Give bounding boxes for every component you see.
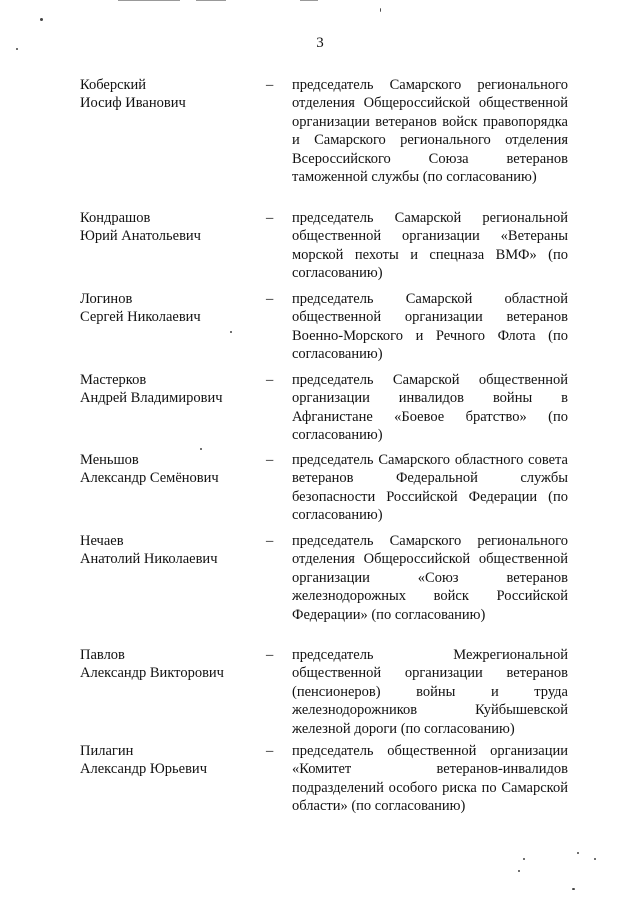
separator-dash: – [266,291,274,307]
member-surname: Мастерков [80,372,147,388]
member-name [80,646,260,683]
member-surname: Павлов [80,647,125,663]
member-given-names: Андрей Владимирович [80,390,223,407]
member-name [80,76,260,113]
member-given-names: Иосиф Иванович [80,95,186,112]
separator-dash: – [266,210,274,226]
member-given-names: Юрий Анатольевич [80,228,201,245]
member-position: председатель Самарской областной общественной организации ветеранов Военно-Морского и Речного Флота (по согласованию) [292,291,568,363]
separator-dash: – [266,533,274,549]
member-name [80,371,260,408]
member-given-names: Сергей Николаевич [80,309,201,326]
member-given-names: Александр Семёнович [80,470,219,487]
member-name [80,451,260,488]
separator-dash: – [266,647,274,663]
member-given-names: Анатолий Николаевич [80,551,218,568]
member-surname: Пилагин [80,743,134,759]
separator-dash: – [266,77,274,93]
member-surname: Нечаев [80,533,124,549]
separator-dash: – [266,743,274,759]
member-position: председатель Самарской региональной общественной организации «Ветераны морской пехоты и спецназа ВМФ» (по согласованию) [292,210,568,282]
member-given-names: Александр Юрьевич [80,761,207,778]
member-surname: Логинов [80,291,133,307]
member-surname: Меньшов [80,452,139,468]
member-surname: Кондрашов [80,210,151,226]
member-position: председатель Межрегиональной общественной организации ветеранов (пенсионеров) войны и труда железнодорожников Куйбышевской железной дороги (по согласованию) [292,647,568,737]
separator-dash: – [266,452,274,468]
separator-dash: – [266,372,274,388]
member-position: председатель Самарской общественной организации инвалидов войны в Афганистане «Боевое братство» (по согласованию) [292,372,568,444]
member-name [80,209,260,246]
member-position: председатель Самарского областного совета ветеранов Федеральной службы безопасности Российской Федерации (по согласованию) [292,452,568,524]
member-name [80,290,260,327]
member-position: председатель Самарского регионального отделения Общероссийской общественной организации «Союз ветеранов железнодорожных войск Российской Федерации» (по согласованию) [292,533,568,623]
member-position: председатель общественной организации «Комитет ветеранов-инвалидов подразделений особого риска по Самарской области» (по согласованию) [292,743,568,815]
member-position: председатель Самарского регионального отделения Общероссийской общественной организации ветеранов войск правопорядка и Самарского регионального отделения Всероссийского Союза ветеранов таможенной службы (по согласованию) [292,77,568,186]
member-name [80,742,260,779]
member-surname: Коберский [80,77,147,93]
member-given-names: Александр Викторович [80,665,224,682]
member-name [80,532,260,569]
page-number: 3 [316,35,324,51]
